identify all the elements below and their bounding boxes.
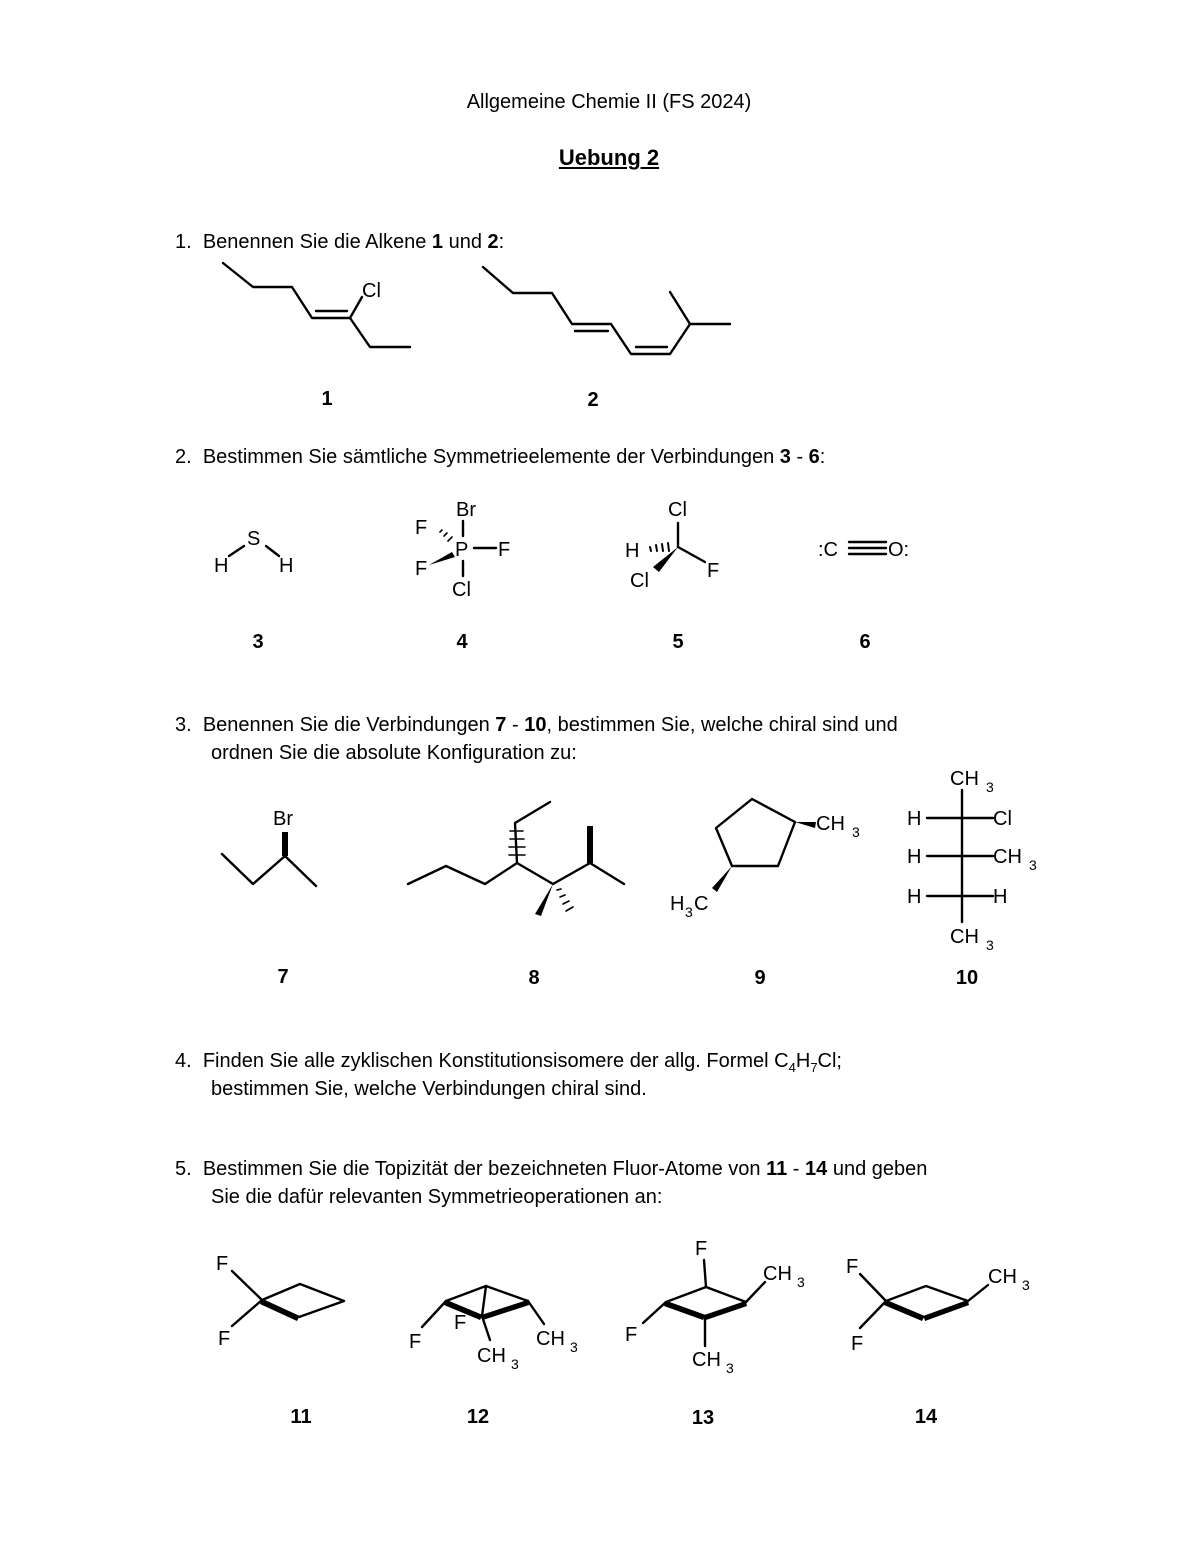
svg-text:CH: CH xyxy=(816,813,845,835)
structure-1 xyxy=(223,263,410,347)
question-3: 3. Benennen Sie die Verbindungen 7 - 10, bestimmen Sie, welche chiral sind und xyxy=(175,714,898,736)
svg-text:F: F xyxy=(454,1312,467,1334)
svg-text:CH: CH xyxy=(763,1263,792,1285)
svg-text:3: 3 xyxy=(852,824,860,840)
svg-text:CH: CH xyxy=(950,926,979,948)
svg-text:H: H xyxy=(279,555,294,577)
svg-text:3: 3 xyxy=(797,1274,805,1290)
svg-text:F: F xyxy=(695,1238,708,1260)
svg-text:CH: CH xyxy=(692,1349,721,1371)
question-3-line2: ordnen Sie die absolute Konfiguration zu: xyxy=(211,742,577,764)
label-10: 10 xyxy=(955,967,979,989)
structure-6 xyxy=(818,539,909,561)
label-7: 7 xyxy=(277,966,289,988)
structure-13 xyxy=(625,1238,805,1376)
label-3: 3 xyxy=(252,631,264,653)
svg-text:3: 3 xyxy=(726,1360,734,1376)
label-4: 4 xyxy=(456,631,468,653)
svg-text:Br: Br xyxy=(456,499,476,521)
svg-text:H: H xyxy=(625,540,640,562)
svg-text:F: F xyxy=(851,1333,864,1355)
svg-text:3: 3 xyxy=(1029,857,1037,873)
svg-text::C: :C xyxy=(818,539,838,561)
svg-text:S: S xyxy=(247,528,261,550)
svg-text:Cl: Cl xyxy=(993,808,1012,830)
svg-text:F: F xyxy=(846,1256,859,1278)
svg-text:Cl: Cl xyxy=(630,570,649,592)
svg-text:3: 3 xyxy=(1022,1277,1030,1293)
svg-text:3: 3 xyxy=(986,937,994,953)
atom-cl: Cl xyxy=(362,280,381,302)
svg-text:F: F xyxy=(415,517,428,539)
question-1: 1. Benennen Sie die Alkene 1 und 2: xyxy=(175,231,505,253)
svg-text:CH: CH xyxy=(536,1328,565,1350)
label-6: 6 xyxy=(859,631,871,653)
label-13: 13 xyxy=(691,1407,715,1429)
svg-text:F: F xyxy=(498,539,511,561)
question-4-line2: bestimmen Sie, welche Verbindungen chiral sind. xyxy=(211,1078,647,1100)
svg-text:H: H xyxy=(214,555,229,577)
svg-text:Br: Br xyxy=(273,808,293,830)
structure-9 xyxy=(670,799,860,920)
label-12: 12 xyxy=(466,1406,490,1428)
svg-text:3: 3 xyxy=(685,904,693,920)
question-2: 2. Bestimmen Sie sämtliche Symmetrieelemente der Verbindungen 3 - 6: xyxy=(175,446,826,468)
svg-text:F: F xyxy=(707,560,720,582)
structure-5 xyxy=(625,499,719,592)
question-number: 1. xyxy=(175,231,192,253)
label-2: 2 xyxy=(587,389,599,411)
label-1: 1 xyxy=(321,388,333,410)
label-11: 11 xyxy=(290,1406,312,1428)
svg-text:3: 3 xyxy=(570,1339,578,1355)
svg-text:CH: CH xyxy=(993,846,1022,868)
question-5-line2: Sie die dafür relevanten Symmetrieoperationen an: xyxy=(211,1186,663,1208)
svg-text:CH: CH xyxy=(988,1266,1017,1288)
svg-text:H: H xyxy=(993,886,1008,908)
structure-4 xyxy=(415,499,510,601)
svg-text:H: H xyxy=(670,893,685,915)
structure-10 xyxy=(907,768,1037,953)
structure-7 xyxy=(222,808,316,886)
structure-11 xyxy=(216,1253,344,1350)
svg-text:F: F xyxy=(409,1331,422,1353)
label-5: 5 xyxy=(672,631,684,653)
structure-2 xyxy=(483,267,730,354)
svg-text:CH: CH xyxy=(477,1345,506,1367)
page-title: Uebung 2 xyxy=(558,145,660,170)
svg-text:C: C xyxy=(694,893,709,915)
svg-text:H: H xyxy=(907,886,922,908)
svg-text:3: 3 xyxy=(986,779,994,795)
question-5: 5. Bestimmen Sie die Topizität der bezeichneten Fluor-Atome von 11 - 14 und geben xyxy=(175,1158,928,1180)
svg-text:3: 3 xyxy=(511,1356,519,1372)
label-9: 9 xyxy=(754,967,766,989)
structure-12 xyxy=(409,1286,578,1372)
svg-text:Cl: Cl xyxy=(452,579,471,601)
label-14: 14 xyxy=(914,1406,938,1428)
svg-text:F: F xyxy=(625,1324,638,1346)
svg-text:Cl: Cl xyxy=(668,499,687,521)
course-title: Allgemeine Chemie II (FS 2024) xyxy=(466,91,752,113)
svg-text:F: F xyxy=(415,558,428,580)
label-8: 8 xyxy=(528,967,540,989)
svg-text:H: H xyxy=(907,846,922,868)
svg-text:F: F xyxy=(216,1253,229,1275)
question-4: 4. Finden Sie alle zyklischen Konstitutionsisomere der allg. Formel $C_4H_7Cl$; xyxy=(175,1050,842,1075)
svg-text:P: P xyxy=(455,539,469,561)
structure-8 xyxy=(408,802,624,916)
structure-14 xyxy=(846,1256,1030,1355)
svg-text:H: H xyxy=(907,808,922,830)
structure-3 xyxy=(214,528,293,577)
svg-text:O:: O: xyxy=(888,539,910,561)
svg-text:CH: CH xyxy=(950,768,979,790)
svg-text:F: F xyxy=(218,1328,231,1350)
